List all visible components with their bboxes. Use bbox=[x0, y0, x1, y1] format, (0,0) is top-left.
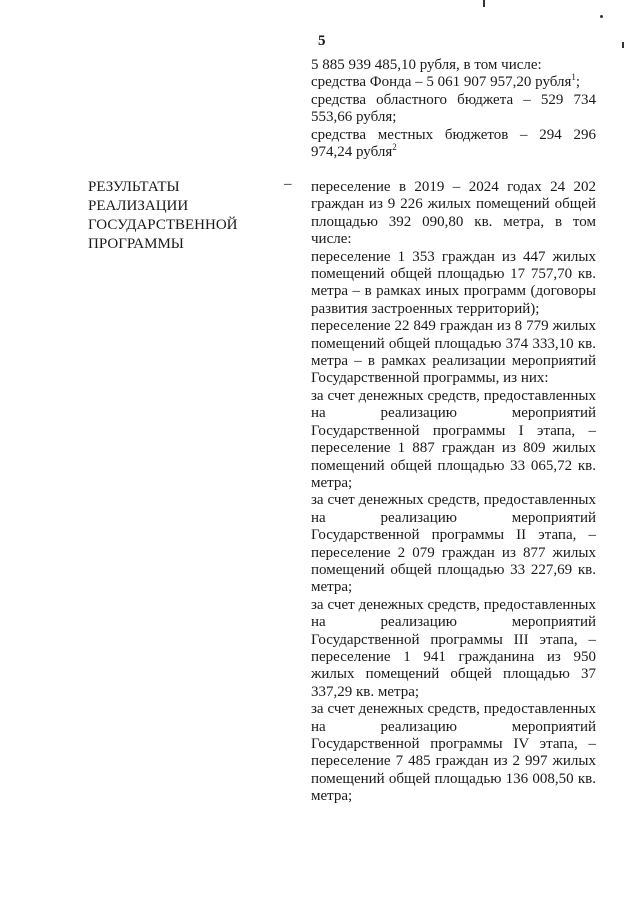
funding-fund-text: средства Фонда – 5 061 907 957,20 рубля bbox=[311, 74, 572, 91]
section-label-line: ГОСУДАРСТВЕННОЙ bbox=[88, 217, 238, 233]
funding-fund bbox=[311, 74, 596, 91]
page-number: 5 bbox=[318, 33, 326, 49]
section-label bbox=[88, 178, 258, 254]
scan-mark-dot bbox=[600, 15, 603, 18]
section-label-line: РЕАЛИЗАЦИИ bbox=[88, 198, 189, 214]
scan-mark-tick bbox=[622, 42, 624, 48]
footnote-ref-1: 1 bbox=[571, 72, 576, 83]
funding-regional: средства областного бюджета – 529 734 553,66 рубля; bbox=[311, 91, 596, 126]
section-label-line: РЕЗУЛЬТАТЫ bbox=[88, 179, 180, 195]
results-paragraph: за счет денежных средств, предоставленных на реализацию мероприятий Государственной программы I этапа, – переселение 1 887 граждан из 809 жилых помещений общей площадью 33 065,72 кв. метра; bbox=[311, 387, 596, 491]
section-dash: – bbox=[284, 176, 292, 192]
funding-fund-suffix: ; bbox=[575, 74, 581, 91]
results-block bbox=[311, 179, 596, 806]
section-label-line: ПРОГРАММЫ bbox=[88, 236, 184, 252]
results-paragraph: переселение 1 353 граждан из 447 жилых помещений общей площадью 17 757,70 кв. метра – в рамках иных программ (договоры развития застроенных территорий); bbox=[311, 248, 596, 317]
results-paragraph: за счет денежных средств, предоставленных на реализацию мероприятий Государственной программы II этапа, – переселение 2 079 граждан из 877 жилых помещений общей площадью 33 227,69 кв. метра; bbox=[311, 492, 596, 596]
results-paragraph: переселение в 2019 – 2024 годах 24 202 граждан из 9 226 жилых помещений общей площадью 392 090,80 кв. метра, в том числе: bbox=[311, 179, 596, 248]
funding-local-text: средства местных бюджетов – 294 296 974,24 рубля bbox=[311, 126, 596, 161]
results-paragraph: за счет денежных средств, предоставленных на реализацию мероприятий Государственной программы IV этапа, – переселение 7 485 граждан из 2 997 жилых помещений общей площадью 136 008,50 кв. метра; bbox=[311, 701, 596, 805]
funding-block bbox=[311, 57, 596, 161]
results-paragraph: за счет денежных средств, предоставленных на реализацию мероприятий Государственной программы III этапа, – переселение 1 941 гражданина из 950 жилых помещений общей площадью 37 337,29 кв. метра; bbox=[311, 596, 596, 700]
scan-mark-top bbox=[483, 0, 485, 7]
footnote-ref-2: 2 bbox=[392, 142, 397, 153]
funding-local bbox=[311, 127, 596, 162]
funding-total: 5 885 939 485,10 рубля, в том числе: bbox=[311, 57, 542, 73]
results-paragraph: переселение 22 849 граждан из 8 779 жилых помещений общей площадью 374 333,10 кв. метра – в рамках реализации мероприятий Государственной программы, из них: bbox=[311, 318, 596, 387]
